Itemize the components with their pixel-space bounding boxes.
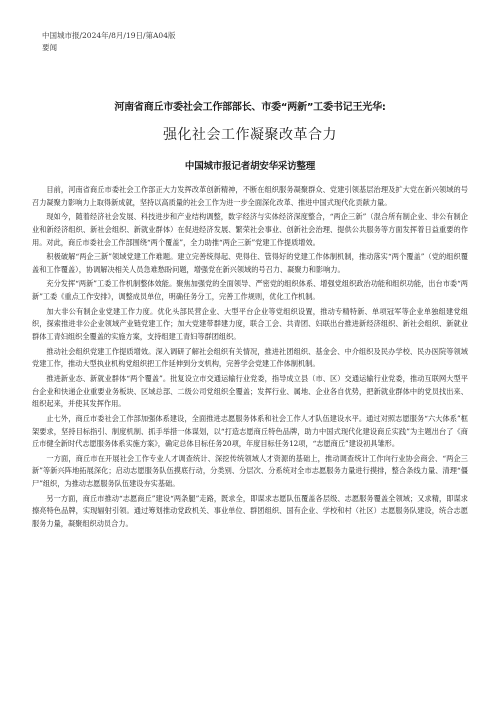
article-paragraph: 止七外，商丘市委社会工作部加强体系建设，全面推进志愿服务体系和社会工作人才队伍建设水平。通过对照志愿服务“六大体系”框架要求，坚持目标指引、制度机制、抓手举措一体谋划，以“打造志愿商丘特色品牌，助力中国式现代化建设商丘实践”为主题出台了《商丘市健全新时代志愿服务体系实施方案》，确定总体目标任务20项，年度目标任务12项，“志愿商丘”建设初具雏形。 bbox=[32, 413, 468, 449]
article-body bbox=[32, 184, 468, 533]
article-paragraph: 加大非公有制企业党建工作力度。优化头部民营企业、大型平台企业等党组织设置，推动专精特新、单项冠军等企业单独组建党组织，探索推进非公企业领域产业链党建工作；加大党建带群建力度，联合工会、共青团、妇联出台推进新经济组织、新社会组织、新就业群体工青妇组织全覆盖的实施方案，支持组建工青妇等群团组织。 bbox=[32, 306, 468, 342]
source-line: 中国城市报/2024年/8月/19日/第A04版 bbox=[42, 31, 176, 40]
article-paragraph: 目前，河南省商丘市委社会工作部正大力发挥改革创新精神，不断在组织服务凝聚群众、党建引领基层治理及扩大党在新兴领域的号召力凝聚力影响力上取得新成就，坚持以高质量的社会工作为进一步全面深化改革、推进中国式现代化贡献力量。 bbox=[32, 185, 468, 207]
article-paragraph: 另一方面，商丘市推动“志愿商丘”建设“两条腿”走路，既求全，即谋求志愿队伍覆盖各层级、志愿服务覆盖全领域；又求精，即谋求擦亮特色品牌，实现辐射引领。通过筹划推动党政机关、事业单位、群团组织、国有企业、学校和村（社区）志愿服务队建设，统合志愿服务力量，凝聚组织动员合力。 bbox=[32, 493, 468, 529]
article-paragraph: 现如今，随着经济社会发展、科技进步和产业结构调整，数字经济与实体经济深度整合，“两企三新”（混合所有制企业、非公有制企业和新经济组织、新社会组织、新就业群体）在促进经济发展、繁荣社会事业、创新社会治理、提供公共服务等方面发挥着日益重要的作用。对此，商丘市委社会工作部围绕“两个覆盖”，全力助推“两企三新”党建工作提质增效。 bbox=[32, 212, 468, 247]
section-label: 要闻 bbox=[42, 43, 57, 52]
article-paragraph: 一方面，商丘市在开展社会工作专业人才调查统计、深挖传统领域人才资源的基础上，推动调查统计工作向行业协会商会、“两企三新”等新兴阵地拓展深化；启动志愿服务队伍摸底行动，分类别、分层次、分系统对全市志愿服务力量进行摸排，整合条线力量、清理“僵尸”组织，为推动志愿服务队伍建设夯实基础。 bbox=[32, 453, 468, 489]
article-paragraph: 积极破解“两企三新”领域党建工作难题。建立完善统得起、兜得住、管得好的党建工作体制机制，推动落实“两个覆盖”（党的组织覆盖和工作覆盖），协调解决相关人员急难愁盼问题，增强党在新兴领域的号召力、凝聚力和影响力。 bbox=[32, 252, 468, 274]
article-headline: 强化社会工作凝聚改革合力 bbox=[163, 127, 337, 143]
issue-info bbox=[42, 30, 175, 54]
article-kicker: 河南省商丘市委社会工作部部长、市委“两新”工委书记王光华: bbox=[114, 102, 386, 113]
article-paragraph: 推进新业态、新就业群体“两个覆盖”。批复设立市交通运输行业党委，指导成立县（市、区）交通运输行业党委，推动互联网大型平台企业和快递企业重要业务板块、区域总部、二级公司党组织全覆盖；发挥行业、属地、企业各自优势，把新就业群体中的党员找出来、组织起来，并使其发挥作用。 bbox=[32, 373, 468, 409]
article-paragraph: 充分发挥“两新”工委工作机制整体效能。聚焦加强党的全面领导、严密党的组织体系、增强党组织政治功能和组织功能，出台市委“两新”工委《重点工作安排》，调整成员单位，明确任务分工，完善工作规则，优化工作机制。 bbox=[32, 279, 468, 302]
article-paragraph: 推动社会组织党建工作提质增效。深入调研了解社会组织有关情况，推进社团组织、基金会、中介组织及民办学校、民办医院等领域党建工作，推动大型执业机构党组织把工作延伸到分支机构，完善学会党建工作体制机制。 bbox=[32, 346, 468, 369]
article-byline: 中国城市报记者胡安华采访整理 bbox=[184, 161, 316, 172]
